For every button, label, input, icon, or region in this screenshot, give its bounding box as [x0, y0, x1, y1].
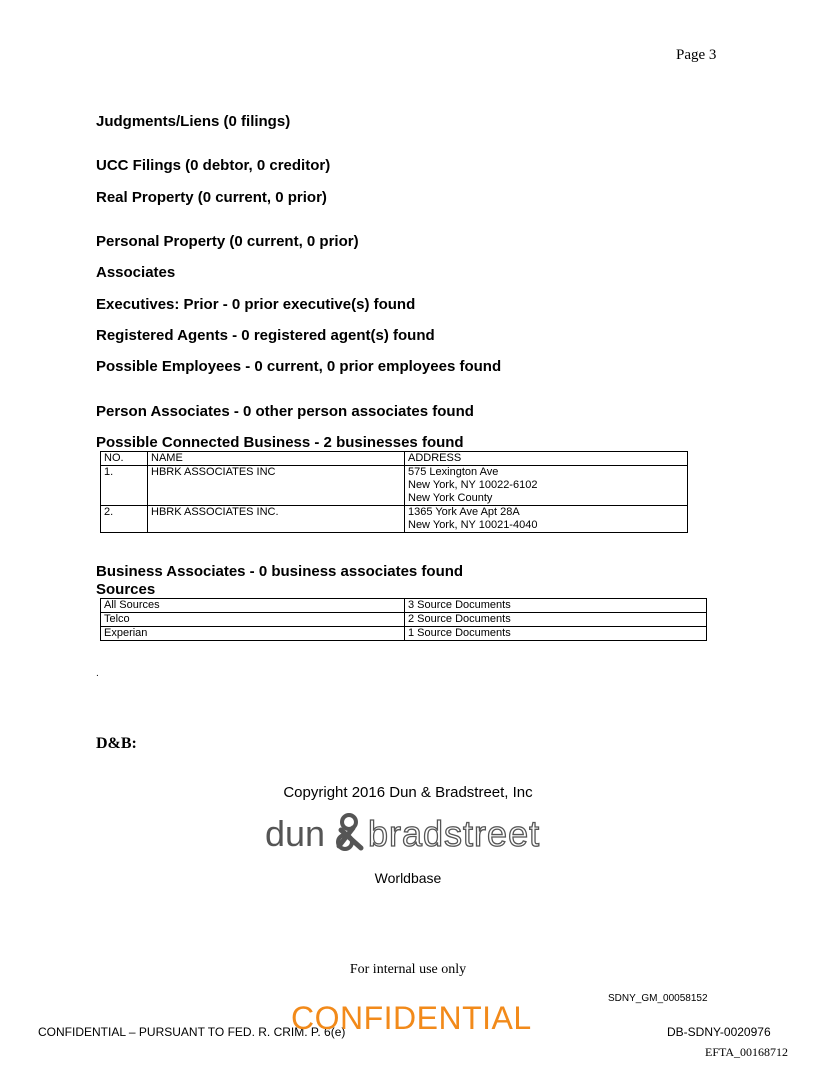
- business-associates-heading: Business Associates - 0 business associates found: [96, 563, 464, 580]
- address-line: New York County: [408, 492, 493, 504]
- row-number: 1.: [101, 466, 148, 506]
- address-line: 575 Lexington Ave: [408, 466, 499, 478]
- source-count: 3 Source Documents: [405, 599, 707, 613]
- logo-text-dun: dun: [265, 813, 326, 854]
- confidential-notice: CONFIDENTIAL – PURSUANT TO FED. R. CRIM. P. 6(e): [38, 1025, 346, 1039]
- associates-heading: Associates: [96, 264, 176, 281]
- row-number: 2.: [101, 506, 148, 533]
- column-header: NO.: [101, 452, 148, 466]
- business-address: [405, 466, 688, 506]
- table-row: [101, 506, 688, 533]
- bates-efta: EFTA_00168712: [705, 1045, 789, 1059]
- registered-agents-heading: Registered Agents - 0 registered agent(s) found: [96, 327, 435, 344]
- personal-property-heading: Personal Property (0 current, 0 prior): [96, 233, 359, 250]
- source-count: 1 Source Documents: [405, 627, 707, 641]
- bates-db-sdny: DB-SDNY-0020976: [667, 1025, 771, 1039]
- business-name: HBRK ASSOCIATES INC.: [148, 506, 405, 533]
- real-property-heading: Real Property (0 current, 0 prior): [96, 189, 327, 206]
- logo-text-bradstreet: bradstreet: [368, 813, 541, 854]
- business-name: HBRK ASSOCIATES INC: [148, 466, 405, 506]
- source-name: All Sources: [101, 599, 405, 613]
- judgments-heading: Judgments/Liens (0 filings): [96, 113, 291, 130]
- worldbase-label: Worldbase: [374, 870, 442, 886]
- dnb-label: D&B:: [96, 735, 137, 752]
- stray-mark: .: [96, 668, 99, 679]
- business-address: [405, 506, 688, 533]
- dnb-copyright: Copyright 2016 Dun & Bradstreet, Inc: [283, 784, 533, 801]
- table-row: [101, 627, 707, 641]
- person-associates-heading: Person Associates - 0 other person associates found: [96, 403, 474, 420]
- sources-table: [100, 598, 707, 641]
- page-number: Page 3: [676, 47, 717, 63]
- connected-business-table: [100, 451, 688, 533]
- table-row: [101, 613, 707, 627]
- dnb-logo: [265, 808, 565, 858]
- ucc-heading: UCC Filings (0 debtor, 0 creditor): [96, 157, 331, 174]
- address-line: New York, NY 10021-4040: [408, 519, 538, 531]
- possible-employees-heading: Possible Employees - 0 current, 0 prior employees found: [96, 358, 502, 375]
- source-name: Telco: [101, 613, 405, 627]
- internal-use-note: For internal use only: [349, 962, 467, 977]
- address-line: New York, NY 10022-6102: [408, 479, 538, 491]
- ampersand-icon: [338, 815, 361, 849]
- column-header: ADDRESS: [405, 452, 688, 466]
- source-name: Experian: [101, 627, 405, 641]
- table-header-row: [101, 452, 688, 466]
- source-count: 2 Source Documents: [405, 613, 707, 627]
- executives-heading: Executives: Prior - 0 prior executive(s) found: [96, 296, 416, 313]
- bates-sdny-gm: SDNY_GM_00058152: [608, 993, 708, 1004]
- confidential-stamp: CONFIDENTIAL: [291, 1000, 532, 1036]
- table-row: [101, 599, 707, 613]
- connected-business-heading: Possible Connected Business - 2 businesses found: [96, 434, 464, 451]
- address-line: 1365 York Ave Apt 28A: [408, 506, 520, 518]
- sources-heading: Sources: [96, 581, 156, 598]
- column-header: NAME: [148, 452, 405, 466]
- table-row: [101, 466, 688, 506]
